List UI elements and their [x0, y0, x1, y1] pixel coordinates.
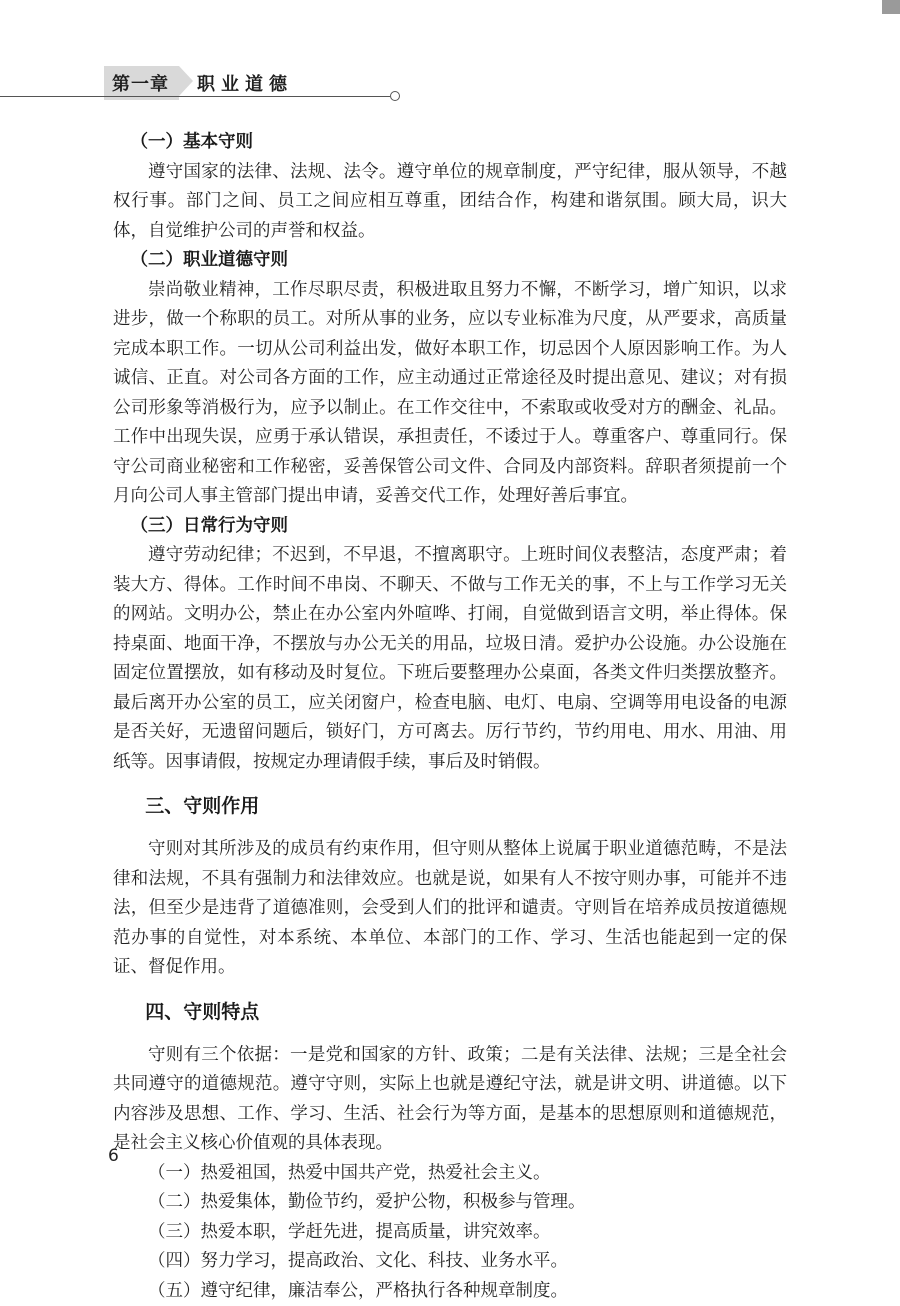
chapter-number: 第一章 — [104, 66, 179, 100]
chapter-header — [0, 66, 900, 100]
subheading-basic-rules: （一）基本守则 — [113, 128, 787, 158]
list-item: （四）努力学习，提高政治、文化、科技、业务水平。 — [113, 1247, 787, 1277]
section-heading-function: 三、守则作用 — [113, 787, 787, 825]
section-heading-features: 四、守则特点 — [113, 993, 787, 1031]
list-item: （五）遵守纪律，廉洁奉公，严格执行各种规章制度。 — [113, 1277, 787, 1306]
corner-mark — [882, 0, 900, 14]
subheading-ethics-rules: （二）职业道德守则 — [113, 246, 787, 276]
chapter-name: 职业道德 — [197, 70, 293, 96]
header-circle-ornament — [390, 91, 400, 101]
list-item: （三）热爱本职，学赶先进，提高质量，讲究效率。 — [113, 1218, 787, 1248]
list-item: （二）热爱集体，勤俭节约，爱护公物，积极参与管理。 — [113, 1188, 787, 1218]
chapter-tab — [98, 68, 293, 98]
paragraph-features: 守则有三个依据：一是党和国家的方针、政策；二是有关法律、法规；三是全社会共同遵守的道德规范。遵守守则，实际上也就是遵纪守法，就是讲文明、讲道德。以下内容涉及思想、工作、学习、生活、社会行为等方面，是基本的思想原则和道德规范，是社会主义核心价值观的具体表现。 — [113, 1041, 787, 1159]
page-number: 6 — [108, 1146, 119, 1166]
page-content — [113, 128, 787, 1306]
header-rule — [0, 96, 390, 97]
paragraph-function: 守则对其所涉及的成员有约束作用，但守则从整体上说属于职业道德范畴，不是法律和法规，不具有强制力和法律效应。也就是说，如果有人不按守则办事，可能并不违法，但至少是违背了道德准则，会受到人们的批评和谴责。守则旨在培养成员按道德规范办事的自觉性，对本系统、本单位、本部门的工作、学习、生活也能起到一定的保证、督促作用。 — [113, 835, 787, 983]
subheading-daily-rules: （三）日常行为守则 — [113, 512, 787, 542]
paragraph-basic-rules: 遵守国家的法律、法规、法令。遵守单位的规章制度，严守纪律，服从领导，不越权行事。部门之间、员工之间应相互尊重，团结合作，构建和谐氛围。顾大局，识大体，自觉维护公司的声誉和权益。 — [113, 158, 787, 247]
paragraph-daily-rules: 遵守劳动纪律；不迟到，不早退，不擅离职守。上班时间仪表整洁，态度严肃；着装大方、得体。工作时间不串岗、不聊天、不做与工作无关的事，不上与工作学习无关的网站。文明办公，禁止在办公室内外喧哗、打闹，自觉做到语言文明，举止得体。保持桌面、地面干净，不摆放与办公无关的用品，垃圾日清。爱护办公设施。办公设施在固定位置摆放，如有移动及时复位。下班后要整理办公桌面，各类文件归类摆放整齐。最后离开办公室的员工，应关闭窗户，检查电脑、电灯、电扇、空调等用电设备的电源是否关好，无遗留问题后，锁好门，方可离去。厉行节约，节约用电、用水、用油、用纸等。因事请假，按规定办理请假手续，事后及时销假。 — [113, 541, 787, 777]
paragraph-ethics-rules: 崇尚敬业精神，工作尽职尽责，积极进取且努力不懈，不断学习，增广知识，以求进步，做一个称职的员工。对所从事的业务，应以专业标准为尺度，从严要求，高质量完成本职工作。一切从公司利益出发，做好本职工作，切忌因个人原因影响工作。为人诚信、正直。对公司各方面的工作，应主动通过正常途径及时提出意见、建议；对有损公司形象等消极行为，应予以制止。在工作交往中，不索取或收受对方的酬金、礼品。工作中出现失误，应勇于承认错误，承担责任，不诿过于人。尊重客户、尊重同行。保守公司商业秘密和工作秘密，妥善保管公司文件、合同及内部资料。辞职者须提前一个月向公司人事主管部门提出申请，妥善交代工作，处理好善后事宜。 — [113, 276, 787, 512]
list-item: （一）热爱祖国，热爱中国共产党，热爱社会主义。 — [113, 1159, 787, 1189]
